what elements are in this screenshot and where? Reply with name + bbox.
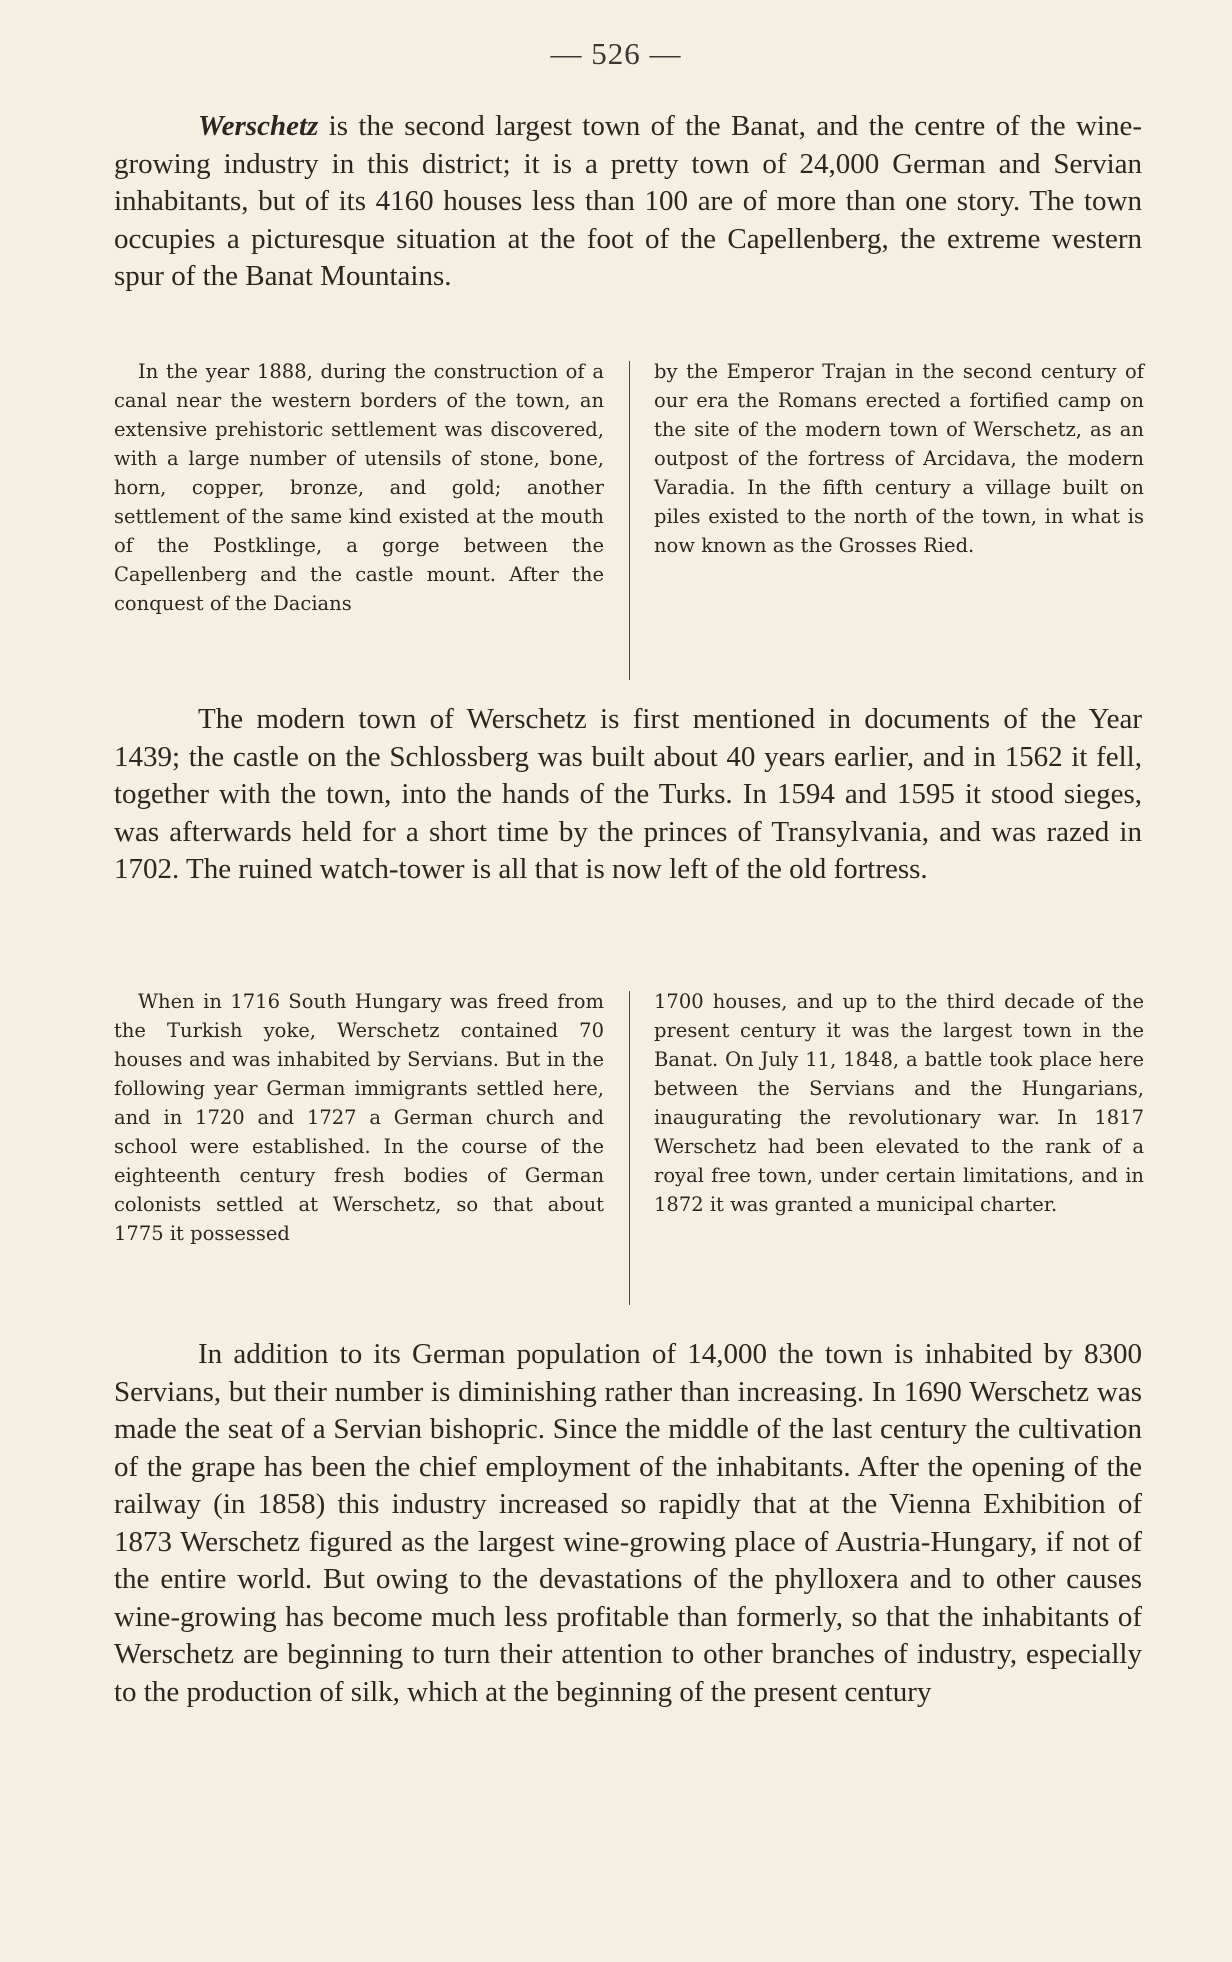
paragraph-intro	[114, 108, 1142, 296]
column-divider	[629, 361, 630, 680]
paragraph-intro-text: is the second largest town of the Banat, and the centre of the wine-growing industry in this district; it is a pretty town of 24,000 German and Servian inhabitants, but of its 4160 houses less than 100 are of more than one story. The town occupies a picturesque situation at the foot of the Capellenberg, the extreme western spur of the Banat Mountains.	[114, 110, 1142, 292]
settlement-right-column: 1700 houses, and up to the third decade of the present century it was the largest town in the Banat. On July 11, 1848, a battle took place here between the Servians and the Hungarians, inaugurating the revolutionary war. In 1817 Werschetz had been elevated to the rank of a royal free town, under certain limitations, and in 1872 it was granted a municipal charter.	[654, 990, 1144, 1216]
prehistory-left-text: In the year 1888, during the construction of a canal near the western borders of the town, an extensive prehistoric settlement was discovered, with a large number of utensils of stone, bone, horn, copper, bronze, and gold; another settlement of the same kind existed at the mouth of the Postklinge, a gorge between the Capellenberg and the castle mount. After the conquest of the Dacians	[114, 360, 604, 615]
settlement-two-column-note	[114, 987, 1144, 1309]
prehistory-left-column	[114, 357, 604, 684]
settlement-left-column	[114, 987, 604, 1309]
column-divider	[629, 991, 630, 1305]
prehistory-two-column-note	[114, 357, 1144, 684]
prehistory-right-column: by the Emperor Trajan in the second century of our era the Romans erected a fortified camp on the site of the modern town of Werschetz, as an outpost of the fortress of Arcidava, the modern Varadia. In the fifth century a village built on piles existed to the north of the town, in what is now known as the Grosses Ried.	[654, 360, 1144, 557]
paragraph-history	[114, 701, 1142, 889]
paragraph-population	[114, 1336, 1142, 1711]
paragraph-history-text: The modern town of Werschetz is first mentioned in documents of the Year 1439; the castle on the Schlossberg was built about 40 years earlier, and in 1562 it fell, together with the town, into the hands of the Turks. In 1594 and 1595 it stood sieges, was afterwards held for a short time by the princes of Transylvania, and was razed in 1702. The ruined watch-tower is all that is now left of the old fortress.	[114, 703, 1142, 885]
town-name-lead: Werschetz	[198, 110, 319, 142]
page-number: — 526 —	[550, 36, 682, 71]
settlement-left-text: When in 1716 South Hungary was freed from the Turkish yoke, Werschetz contained 70 houses and was inhabited by Servians. But in the following year German immigrants settled here, and in 1720 and 1727 a German church and school were established. In the course of the eighteenth century fresh bodies of German colonists settled at Werschetz, so that about 1775 it possessed	[114, 990, 604, 1245]
paragraph-population-text: In addition to its German population of 14,000 the town is inhabited by 8300 Servians, but their number is diminishing rather than increasing. In 1690 Werschetz was made the seat of a Servian bishopric. Since the middle of the last century the cultivation of the grape has been the chief employment of the inhabitants. After the opening of the railway (in 1858) this industry increased so rapidly that at the Vienna Exhibition of 1873 Werschetz figured as the largest wine-growing place of Austria-Hungary, if not of the entire world. But owing to the devastations of the phylloxera and to other causes wine-growing has become much less profitable than formerly, so that the inhabitants of Werschetz are beginning to turn their attention to other branches of industry, especially to the production of silk, which at the beginning of the present century	[114, 1338, 1142, 1708]
